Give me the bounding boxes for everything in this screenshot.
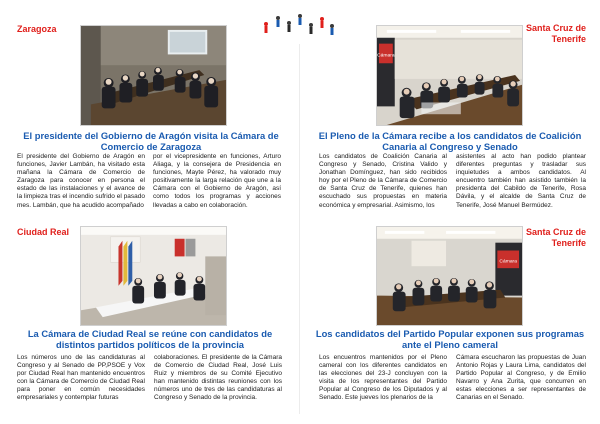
region-label-santa-cruz-1: Santa Cruz de Tenerife	[525, 23, 586, 44]
headline-zaragoza: El presidente del Gobierno de Aragón visita la Cámara de Comercio de Zaragoza	[23, 130, 279, 152]
body-text-ciudad-real-col2: colaboraciones. El presidente de la Cámara de Comercio de Ciudad Real, José Luis Ruiz y miembros de su Comité Ejecutivo han mantenido distintas reuniones con los números uno de tres de las candidaturas al Congreso y Senado de la provincia.	[154, 354, 282, 402]
headline-ciudad-real: La Cámara de Ciudad Real se reúne con candidatos de distintos partidos políticos de la provincia	[27, 328, 273, 350]
photo-sign-text: Cámara	[377, 53, 395, 59]
body-text-tenerife-pp-col1: Los encuentros mantenidos por el Pleno cameral con los diferentes candidatos en las elecciones del 23-J concluyen con la visita de los representantes del Partido Popular al Congreso de los Diputados y al Senado. Este jueves los plenarios de la	[319, 354, 447, 402]
column-divider	[299, 44, 300, 414]
photo-zaragoza-meeting	[80, 25, 227, 126]
region-label-ciudad-real: Ciudad Real	[17, 227, 70, 237]
body-text-zaragoza-col2: por el vicepresidente en funciones, Arturo Aliaga, y la consejera de Presidencia en funciones, Mayte Pérez, ha valorado muy positivamente la larga relación que une a la Cámara con el Gobierno de Aragón, así como todos los programas y acciones llevadas a cabo en colaboración.	[153, 153, 281, 209]
headline-tenerife-cc: El Pleno de la Cámara recibe a los candidatos de Coalición Canaria al Congreso y Senado	[318, 130, 582, 152]
photo-sign-text: Cámara	[499, 259, 517, 265]
body-text-zaragoza-col1: El presidente del Gobierno de Aragón en funciones, Javier Lambán, ha visitado esta mañana la Cámara de Comercio de Zaragoza para conocer en persona el estado de las instalaciones y el avance de la limpieza tras el incendio sufrido el pasado mes. Lambán, que ha acudido acompañado	[17, 153, 145, 209]
headline-tenerife-pp: Los candidatos del Partido Popular exponen sus programas ante el Pleno cameral	[315, 328, 585, 350]
photo-ciudad-real-meeting	[80, 226, 227, 326]
photo-tenerife-pleno-pp	[376, 226, 523, 326]
body-text-tenerife-cc-col1: Los candidatos de Coalición Canaria al Congreso y Senado, Cristina Valido y Jonathan Domínguez, han sido recibidos hoy por el Pleno de la Cámara de Comercio de Santa Cruz de Tenerife, quienes han escuchado sus propuestas en materia económica y empresarial. Asimismo, los	[319, 153, 447, 209]
region-label-santa-cruz-2: Santa Cruz de Tenerife	[525, 227, 586, 248]
photo-tenerife-pleno-cc	[376, 25, 523, 126]
body-text-tenerife-cc-col2: asistentes al acto han podido plantear diferentes preguntas y trasladar sus inquietudes a ambos candidatos. Al encuentro también han asistido también la presidenta del Cabildo de Tenerife, Rosa Dávila, y el alcalde de Santa Cruz de Tenerife, José Manuel Bermúdez.	[456, 153, 586, 209]
body-text-tenerife-pp-col2: Cámara escucharon las propuestas de Juan Antonio Rojas y Laura Lima, candidatos del Partido Popular al Congreso, y de Emilio Navarro y Ana Zurita, que concurren en estas elecciones a ser representantes de Canarias en el Senado.	[456, 354, 586, 402]
people-figures-decoration-icon	[258, 10, 338, 40]
region-label-zaragoza: Zaragoza	[17, 24, 57, 34]
body-text-ciudad-real-col1: Los números uno de las candidaturas al Congreso y al Senado de PP,PSOE y Vox por Ciudad Real han mantenido encuentros con la Cámara de Comercio de Ciudad Real para poner en común necesidades empresariales y contemplar futuras	[17, 354, 145, 402]
